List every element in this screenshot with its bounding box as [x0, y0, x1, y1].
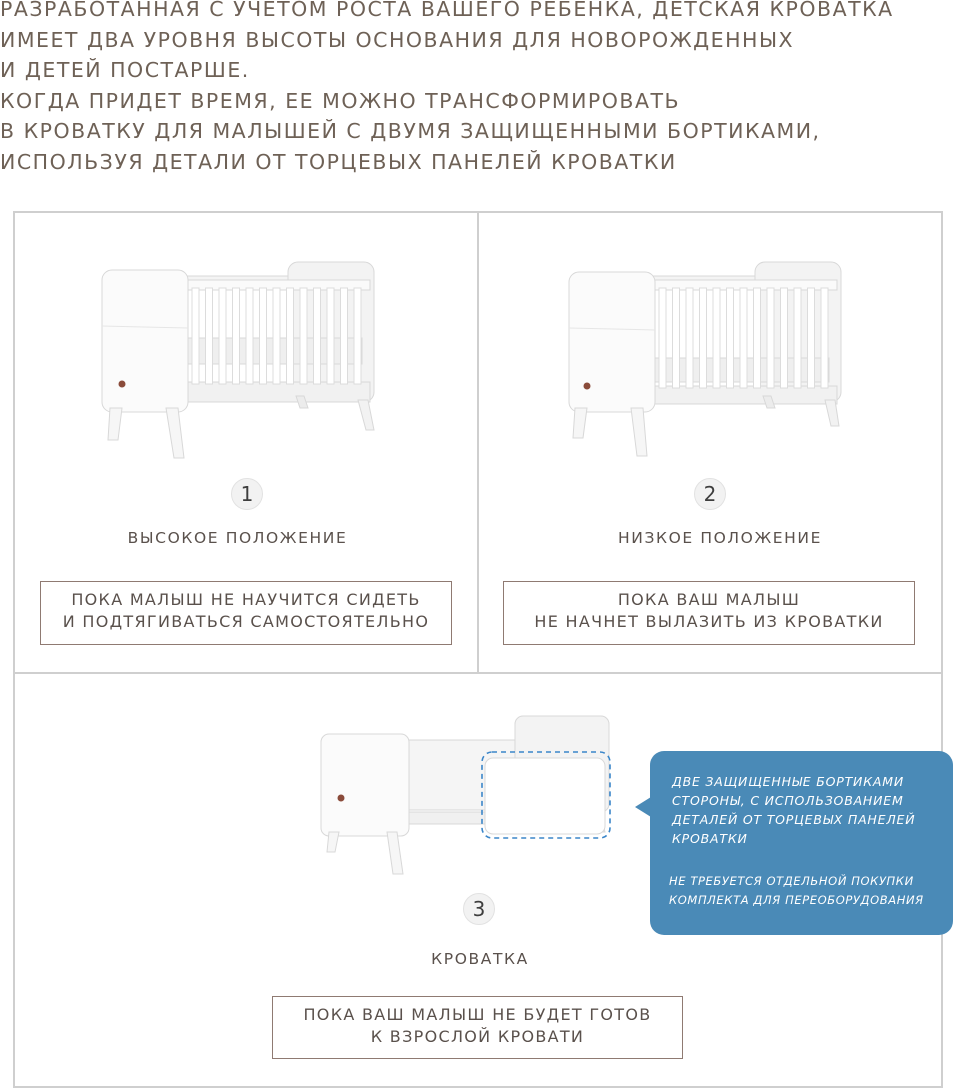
position-number-badge: 3 — [463, 893, 495, 925]
crib-slat — [246, 288, 253, 384]
crib-slat — [233, 288, 240, 384]
crib-slat — [700, 288, 707, 388]
crib-low-position-image — [563, 258, 853, 468]
intro-line: ИСПОЛЬЗУЯ ДЕТАЛИ ОТ ТОРЦЕВЫХ ПАНЕЛЕЙ КРОВАТКИ — [0, 149, 677, 174]
callout-tail — [635, 797, 651, 817]
intro-line: ИМЕЕТ ДВА УРОВНЯ ВЫСОТЫ ОСНОВАНИЯ ДЛЯ НОВОРОЖДЕННЫХ — [0, 27, 795, 52]
crib-slat — [713, 288, 720, 388]
note-line: НЕ НАЧНЕТ ВЫЛАЗИТЬ ИЗ КРОВАТКИ — [534, 612, 884, 631]
grid-border-left — [13, 211, 15, 1088]
callout-footnote — [669, 872, 924, 910]
grid-border-bottom — [13, 1086, 942, 1088]
crib-slat — [808, 288, 815, 388]
toddler-bed-image — [315, 712, 625, 882]
crib-slat — [273, 288, 280, 384]
crib-slat — [354, 288, 361, 384]
intro-line: КОГДА ПРИДЕТ ВРЕМЯ, ЕЕ МОЖНО ТРАНСФОРМИРОВАТЬ — [0, 88, 681, 113]
crib-slat — [754, 288, 761, 388]
crib-slat — [794, 288, 801, 388]
note-line: И ПОДТЯГИВАТЬСЯ САМОСТОЯТЕЛЬНО — [62, 612, 430, 631]
intro-line: РАЗРАБОТАННАЯ С УЧЕТОМ РОСТА ВАШЕГО РЕБЕНКА, ДЕТСКАЯ КРОВАТКА — [0, 0, 894, 21]
crib-slat — [686, 288, 693, 388]
crib-high-position-image — [96, 258, 386, 468]
crib-slat — [727, 288, 734, 388]
crib-slat — [206, 288, 213, 384]
callout-bubble — [650, 751, 953, 935]
position-note — [503, 581, 915, 645]
position-note — [40, 581, 452, 645]
crib-slat — [327, 288, 334, 384]
crib-slat — [260, 288, 267, 384]
crib-slat — [767, 288, 774, 388]
callout-line: СТОРОНЫ, С ИСПОЛЬЗОВАНИЕМ — [672, 793, 904, 808]
note-line: ПОКА ВАШ МАЛЫШ — [617, 590, 801, 609]
crib-slat — [287, 288, 294, 384]
position-number-badge: 1 — [231, 478, 263, 510]
grid-divider-vertical — [477, 211, 479, 673]
callout-line: КРОВАТКИ — [672, 831, 748, 846]
intro-line: И ДЕТЕЙ ПОСТАРШЕ. — [0, 58, 250, 82]
crib-slat — [341, 288, 348, 384]
note-line: ПОКА ВАШ МАЛЫШ НЕ БУДЕТ ГОТОВ — [303, 1005, 652, 1024]
crib-slat — [740, 288, 747, 388]
crib-slat — [300, 288, 307, 384]
callout-line: ДЕТАЛЕЙ ОТ ТОРЦЕВЫХ ПАНЕЛЕЙ — [672, 812, 916, 827]
note-line: ПОКА МАЛЫШ НЕ НАУЧИТСЯ СИДЕТЬ — [71, 590, 421, 609]
crib-slat — [314, 288, 321, 384]
callout-footnote-line: КОМПЛЕКТА ДЛЯ ПЕРЕОБОРУДОВАНИЯ — [669, 893, 924, 907]
crib-slat — [192, 288, 199, 384]
position-title: КРОВАТКА — [431, 950, 529, 968]
callout-text — [672, 772, 915, 848]
position-note — [272, 996, 683, 1059]
position-title: НИЗКОЕ ПОЛОЖЕНИЕ — [618, 529, 822, 547]
crib-slat — [673, 288, 680, 388]
callout-footnote-line: НЕ ТРЕБУЕТСЯ ОТДЕЛЬНОЙ ПОКУПКИ — [669, 874, 914, 888]
grid-border-right — [941, 211, 943, 1088]
crib-slat — [781, 288, 788, 388]
intro-line: В КРОВАТКУ ДЛЯ МАЛЫШЕЙ С ДВУМЯ ЗАЩИЩЕННЫМИ БОРТИКАМИ, — [0, 119, 821, 143]
crib-slat — [219, 288, 226, 384]
note-line: К ВЗРОСЛОЙ КРОВАТИ — [370, 1027, 585, 1046]
crib-slat — [821, 288, 828, 388]
position-number-badge: 2 — [694, 478, 726, 510]
intro-text — [0, 0, 953, 177]
callout-line: ДВЕ ЗАЩИЩЕННЫЕ БОРТИКАМИ — [672, 774, 904, 789]
position-title: ВЫСОКОЕ ПОЛОЖЕНИЕ — [127, 529, 348, 547]
crib-slat — [659, 288, 666, 388]
